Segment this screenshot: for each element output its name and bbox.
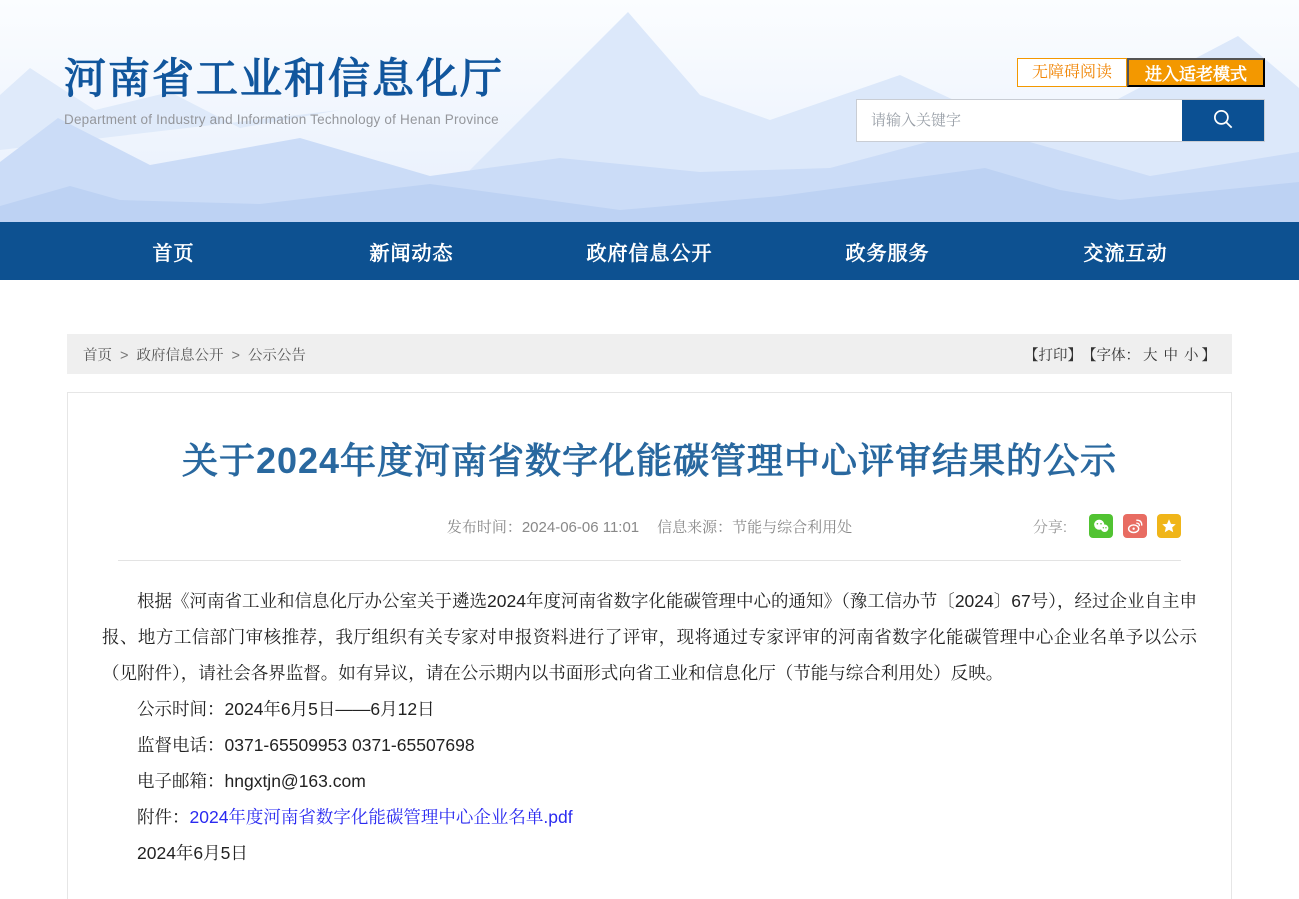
article-meta	[102, 516, 1197, 540]
font-size-label: 【字体：	[1082, 347, 1140, 364]
site-name: 河南省工业和信息化厅	[64, 55, 505, 102]
elder-mode-button[interactable]: 进入适老模式	[1127, 58, 1265, 87]
breadcrumb-gov-info[interactable]: 政府信息公开	[136, 347, 224, 364]
article-date: 2024年6月5日	[137, 843, 248, 863]
font-size-small-button[interactable]: 小	[1184, 347, 1199, 364]
source-label: 信息来源：	[657, 519, 733, 536]
accessibility-reading-button[interactable]: 无障碍阅读	[1017, 58, 1127, 87]
attachment-pdf-link[interactable]: 2024年度河南省数字化能碳管理中心企业名单.pdf	[189, 807, 573, 827]
font-size-medium-button[interactable]: 中	[1163, 347, 1178, 364]
nav-item-interaction[interactable]: 交流互动	[1083, 242, 1168, 265]
search-input[interactable]	[857, 100, 1182, 141]
search-bar	[856, 99, 1265, 142]
font-size-label-end: 】	[1201, 347, 1216, 364]
main-navigation	[0, 222, 1299, 280]
article-container	[67, 392, 1232, 899]
print-button[interactable]: 【打印】	[1024, 347, 1082, 364]
paragraph-email: 电子邮箱：hngxtjn@163.com	[137, 771, 366, 791]
favorite-star-icon[interactable]	[1157, 514, 1181, 538]
wechat-icon[interactable]	[1089, 514, 1113, 538]
share-box	[1033, 514, 1181, 538]
header-banner	[0, 0, 1299, 222]
breadcrumb-separator: >	[120, 347, 129, 364]
nav-item-home[interactable]: 首页	[152, 242, 195, 265]
attachment-label: 附件：	[137, 807, 190, 827]
meta-divider	[118, 560, 1181, 561]
nav-item-services[interactable]: 政务服务	[845, 242, 930, 265]
article-body	[102, 583, 1197, 871]
paragraph-phone: 监督电话：0371-65509953 0371-65507698	[137, 735, 475, 755]
attachment-line	[102, 799, 1197, 835]
breadcrumb-home[interactable]: 首页	[83, 347, 112, 364]
paragraph: 根据《河南省工业和信息化厅办公室关于遴选2024年度河南省数字化能碳管理中心的通知》（豫工信办节〔2024〕67号），经过企业自主申报、地方工信部门审核推荐，我厅组织有关专家对申报资料进行了评审，现将通过专家评审的河南省数字化能碳管理中心企业名单予以公示（见附件），请社会各界监督。如有异议，请在公示期内以书面形式向省工业和信息化厅（节能与综合利用处）反映。	[102, 591, 1197, 683]
page-controls	[1024, 344, 1216, 365]
site-logo	[64, 46, 504, 127]
font-size-large-button[interactable]: 大	[1143, 347, 1158, 364]
nav-item-gov-info[interactable]: 政府信息公开	[586, 242, 713, 265]
breadcrumb-separator: >	[231, 347, 240, 364]
publish-time-label: 发布时间：	[446, 519, 522, 536]
share-label: 分享:	[1032, 518, 1067, 536]
paragraph-public-period: 公示时间：2024年6月5日——6月12日	[137, 699, 435, 719]
breadcrumb-bar	[67, 334, 1232, 374]
source-value: 节能与综合利用处	[732, 519, 853, 536]
publish-time-value: 2024-06-06 11:01	[521, 519, 640, 536]
header-tools	[1017, 58, 1265, 87]
weibo-icon[interactable]	[1123, 514, 1147, 538]
search-button[interactable]	[1182, 100, 1264, 141]
nav-item-news[interactable]: 新闻动态	[369, 242, 454, 265]
breadcrumb-notices[interactable]: 公示公告	[247, 347, 306, 364]
site-name-english: Department of Industry and Information Technology of Henan Province	[64, 112, 499, 127]
breadcrumb	[83, 344, 306, 365]
article-title: 关于2024年度河南省数字化能碳管理中心评审结果的公示	[181, 440, 1118, 481]
search-icon	[1210, 106, 1236, 135]
